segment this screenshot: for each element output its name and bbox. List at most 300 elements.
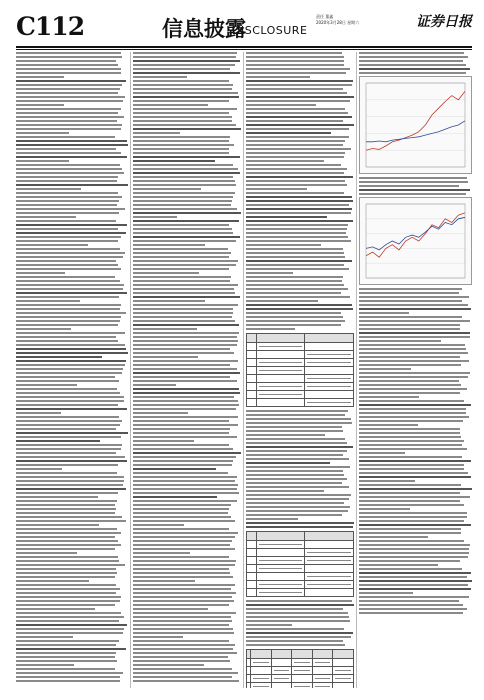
text-line (359, 424, 418, 426)
text-line (246, 478, 347, 480)
table-row (247, 549, 354, 557)
text-line (133, 172, 240, 174)
data-table (246, 531, 354, 597)
text-line (246, 430, 343, 432)
text-line (246, 280, 342, 282)
text-line (16, 380, 119, 382)
text-line (16, 148, 116, 150)
text-line (16, 444, 122, 446)
text-line (246, 328, 295, 330)
text-line (359, 68, 470, 70)
text-line (133, 408, 236, 410)
text-line (359, 288, 462, 290)
text-line (133, 304, 238, 306)
text-line (16, 520, 126, 522)
table-cell (305, 383, 354, 391)
table-cell (256, 391, 305, 399)
text-line (246, 632, 353, 634)
table-row (247, 659, 354, 667)
text-line (16, 416, 119, 418)
table-cell (247, 334, 257, 343)
text-line (133, 92, 238, 94)
text-line (133, 288, 234, 290)
text-line (133, 60, 240, 62)
text-line (246, 604, 354, 606)
column-1 (16, 52, 128, 688)
text-line (133, 328, 197, 330)
table-cell (256, 367, 305, 375)
column-3 (246, 52, 354, 688)
text-line (16, 160, 69, 162)
text-line (359, 560, 460, 562)
text-line (359, 500, 460, 502)
text-line (16, 364, 125, 366)
text-line (16, 64, 118, 66)
text-line (16, 560, 119, 562)
text-line (246, 486, 349, 488)
text-line (16, 320, 120, 322)
text-line (133, 320, 235, 322)
text-line (133, 324, 239, 326)
text-line (16, 288, 123, 290)
masthead-rule (16, 49, 472, 50)
text-line (16, 376, 115, 378)
text-line (359, 508, 410, 510)
text-line (246, 236, 348, 238)
section-title-en: DISCLOSURE (232, 24, 308, 37)
text-line (16, 328, 71, 330)
text-line (133, 620, 232, 622)
text-line (246, 152, 345, 154)
text-line (359, 420, 463, 422)
text-line (246, 494, 351, 496)
text-line (16, 224, 127, 226)
text-line (16, 484, 123, 486)
text-line (16, 120, 117, 122)
text-line (16, 476, 124, 478)
text-line (16, 664, 74, 666)
text-line (133, 248, 228, 250)
text-line (16, 596, 121, 598)
table-cell (305, 367, 354, 375)
text-line (359, 480, 415, 482)
text-line (133, 612, 236, 614)
text-line (16, 600, 120, 602)
text-line (16, 220, 116, 222)
table-cell (271, 675, 292, 683)
text-line (16, 608, 95, 610)
text-line (133, 596, 232, 598)
text-line (133, 532, 238, 534)
text-line (133, 252, 231, 254)
text-line (16, 88, 120, 90)
text-line (16, 568, 116, 570)
text-line (16, 324, 118, 326)
text-line (246, 454, 343, 456)
text-line (246, 136, 349, 138)
text-line (16, 632, 123, 634)
table-cell (305, 359, 354, 367)
text-line (16, 332, 125, 334)
text-line (133, 432, 229, 434)
text-line (359, 412, 466, 414)
table-row (247, 541, 354, 549)
text-line (359, 552, 469, 554)
text-line (133, 308, 233, 310)
table-cell (256, 399, 305, 407)
text-line (133, 76, 187, 78)
series-line-0 (366, 213, 465, 257)
text-line (246, 192, 344, 194)
text-line (133, 440, 194, 442)
text-line (246, 324, 341, 326)
text-line (16, 420, 122, 422)
text-line (133, 548, 235, 550)
text-line (246, 212, 351, 214)
text-line (359, 576, 467, 578)
text-line (246, 148, 351, 150)
text-line (246, 612, 348, 614)
text-line (246, 410, 348, 412)
text-line (359, 364, 461, 366)
text-line (246, 88, 343, 90)
text-line (246, 316, 343, 318)
text-line (246, 304, 352, 306)
table-cell (305, 557, 354, 565)
text-line (359, 185, 459, 187)
text-line (133, 420, 229, 422)
text-line (246, 180, 345, 182)
text-line (16, 272, 65, 274)
text-line (133, 64, 235, 66)
column-divider (130, 52, 131, 688)
text-line (133, 520, 235, 522)
text-line (133, 168, 238, 170)
text-line (133, 264, 236, 266)
text-line (359, 193, 466, 195)
text-line (133, 664, 204, 666)
text-line (133, 164, 233, 166)
text-line (246, 422, 352, 424)
text-line (246, 498, 349, 500)
text-line (246, 462, 330, 464)
text-line (16, 424, 120, 426)
text-line (246, 506, 350, 508)
text-line (133, 456, 236, 458)
text-line (16, 56, 122, 58)
table-cell (333, 659, 354, 667)
text-line (16, 356, 102, 358)
text-line (133, 472, 228, 474)
text-line (16, 304, 121, 306)
text-line (16, 496, 98, 498)
text-line (16, 672, 123, 674)
text-line (359, 292, 459, 294)
text-line (16, 524, 99, 526)
text-line (16, 176, 118, 178)
table-cell (256, 359, 305, 367)
text-line (16, 504, 115, 506)
text-line (359, 308, 471, 310)
table-cell (247, 549, 257, 557)
table-cell (247, 532, 257, 541)
text-line (359, 404, 471, 406)
text-line (246, 168, 347, 170)
text-line (133, 500, 237, 502)
table-cell (305, 573, 354, 581)
text-line (16, 340, 118, 342)
text-line (246, 52, 342, 54)
text-line (246, 72, 346, 74)
text-line (133, 536, 235, 538)
text-line (16, 68, 121, 70)
text-line (246, 244, 321, 246)
text-line (359, 492, 460, 494)
text-line (246, 442, 347, 444)
text-line (359, 528, 461, 530)
text-line (246, 96, 354, 98)
text-line (133, 372, 240, 374)
text-line (133, 364, 230, 366)
text-line (16, 164, 120, 166)
data-table (246, 649, 354, 688)
text-line (246, 276, 343, 278)
text-line (359, 556, 468, 558)
table-cell (247, 557, 257, 565)
text-line (133, 208, 237, 210)
text-line (16, 644, 116, 646)
text-line (246, 446, 353, 448)
text-line (246, 434, 325, 436)
text-line (246, 92, 347, 94)
text-line (246, 300, 318, 302)
text-line (246, 616, 349, 618)
text-line (246, 56, 344, 58)
text-line (246, 490, 324, 492)
table-cell (305, 565, 354, 573)
text-line (133, 196, 233, 198)
text-line (133, 412, 188, 414)
text-line (133, 672, 238, 674)
text-line (246, 474, 344, 476)
text-line (16, 192, 118, 194)
text-line (16, 440, 100, 442)
text-line (246, 438, 345, 440)
masthead-rule (16, 46, 472, 48)
text-line (16, 80, 126, 82)
text-line (246, 164, 341, 166)
text-line (16, 248, 120, 250)
text-line (133, 584, 235, 586)
text-line (133, 428, 230, 430)
pub-info-line: 2020年3月28日 星期六 (316, 20, 360, 25)
table-cell (256, 589, 305, 597)
text-line (133, 464, 232, 466)
text-line (246, 292, 341, 294)
text-line (246, 320, 345, 322)
text-line (16, 564, 125, 566)
text-line (133, 668, 232, 670)
text-line (359, 596, 469, 598)
text-line (16, 352, 128, 354)
text-line (246, 608, 343, 610)
text-line (246, 184, 347, 186)
text-line (133, 448, 233, 450)
table-cell (247, 383, 257, 391)
text-line (16, 512, 115, 514)
text-line (16, 384, 77, 386)
text-line (16, 96, 125, 98)
table-cell (312, 650, 333, 659)
text-line (133, 224, 229, 226)
text-line (359, 316, 462, 318)
text-line (359, 540, 464, 542)
text-line (359, 588, 471, 590)
text-line (246, 120, 343, 122)
table-cell (305, 399, 354, 407)
text-line (246, 228, 347, 230)
text-line (359, 56, 468, 58)
table-row (247, 391, 354, 399)
text-line (246, 636, 351, 638)
text-line (133, 96, 239, 98)
text-line (133, 608, 208, 610)
text-line (133, 564, 235, 566)
line-chart-bottom (359, 197, 472, 285)
text-line (246, 124, 354, 126)
text-line (133, 84, 233, 86)
text-line (133, 180, 235, 182)
text-line (16, 296, 119, 298)
text-line (246, 208, 352, 210)
table-row (247, 383, 354, 391)
table-row (247, 683, 354, 689)
text-line (16, 236, 121, 238)
text-line (133, 104, 208, 106)
text-line (246, 200, 353, 202)
table-cell (292, 667, 313, 675)
text-line (133, 604, 229, 606)
table-cell (312, 667, 333, 675)
text-line (16, 368, 123, 370)
text-line (359, 52, 464, 54)
text-line (133, 636, 183, 638)
text-line (16, 256, 123, 258)
text-line (133, 588, 231, 590)
table-cell (256, 351, 305, 359)
text-line (133, 336, 237, 338)
text-line (133, 540, 232, 542)
table-cell (292, 650, 313, 659)
text-line (16, 620, 119, 622)
text-line (133, 136, 230, 138)
text-line (16, 144, 128, 146)
text-line (133, 680, 239, 682)
table-cell (271, 659, 292, 667)
text-line (359, 312, 409, 314)
line-chart-top (359, 76, 472, 174)
text-line (133, 360, 238, 362)
table-cell (305, 549, 354, 557)
text-line (133, 460, 233, 462)
text-line (133, 580, 195, 582)
text-line (359, 408, 466, 410)
text-line (246, 76, 310, 78)
table-cell (256, 375, 305, 383)
text-line (16, 260, 116, 262)
text-line (16, 392, 120, 394)
text-line (16, 316, 121, 318)
table-row (247, 359, 354, 367)
text-line (133, 424, 238, 426)
text-line (359, 452, 405, 454)
text-line (246, 232, 346, 234)
text-line (16, 584, 116, 586)
text-line (16, 412, 61, 414)
text-line (16, 284, 124, 286)
table-cell (247, 375, 257, 383)
text-line (133, 192, 235, 194)
text-line (359, 189, 470, 191)
text-line (246, 522, 354, 524)
text-line (246, 628, 344, 630)
text-line (16, 184, 128, 186)
text-line (246, 100, 350, 102)
text-line (133, 544, 230, 546)
text-line (133, 124, 236, 126)
text-line (359, 496, 470, 498)
text-line (133, 368, 237, 370)
text-line (359, 512, 467, 514)
text-line (246, 466, 350, 468)
newspaper-logo: 证券日报 (416, 14, 472, 30)
text-line (359, 448, 467, 450)
text-line (133, 120, 232, 122)
text-line (133, 552, 190, 554)
text-line (133, 492, 239, 494)
text-line (133, 508, 229, 510)
text-line (16, 532, 121, 534)
text-line (16, 464, 118, 466)
text-line (359, 460, 471, 462)
text-line (16, 556, 118, 558)
text-line (133, 624, 229, 626)
text-line (133, 572, 230, 574)
text-line (133, 244, 205, 246)
chart-svg (360, 198, 471, 284)
text-line (133, 388, 239, 390)
text-line (246, 224, 348, 226)
text-line (133, 556, 229, 558)
table-cell (256, 557, 305, 565)
table-cell (305, 343, 354, 351)
text-line (16, 400, 124, 402)
text-line (246, 240, 351, 242)
text-line (246, 144, 343, 146)
text-line (133, 628, 233, 630)
text-line (246, 514, 342, 516)
text-line (16, 264, 118, 266)
text-line (359, 524, 471, 526)
text-line (16, 76, 64, 78)
text-line (16, 628, 124, 630)
text-line (16, 112, 118, 114)
text-line (246, 112, 348, 114)
text-line (133, 144, 234, 146)
text-line (133, 108, 237, 110)
text-line (16, 136, 115, 138)
text-line (246, 216, 327, 218)
